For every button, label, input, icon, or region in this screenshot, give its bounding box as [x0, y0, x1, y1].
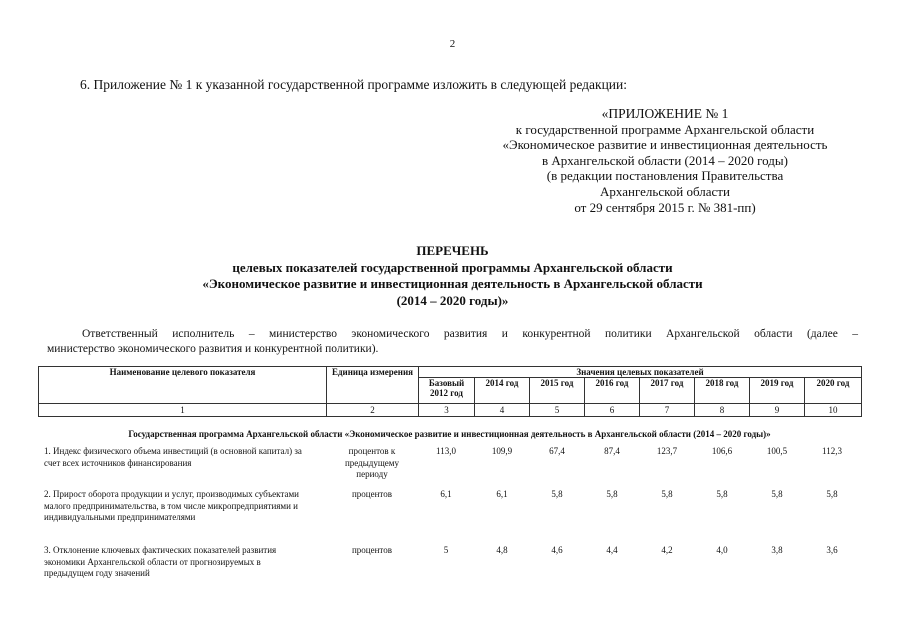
responsible-line-2: министерство экономического развития и конкурентной политики).: [47, 343, 379, 355]
col-year: 2020 год: [805, 378, 862, 404]
responsible-line-1: Ответственный исполнитель – министерство экономического развития и конкурентной политики Архангельской области (далее –: [82, 328, 858, 340]
appendix-line: в Архангельской области (2014 – 2020 годы): [542, 152, 788, 168]
title-line: целевых показателей государственной программы Архангельской области: [232, 259, 673, 275]
col-base-year: Базовый 2012 год: [419, 378, 475, 404]
appendix-line: «Экономическое развитие и инвестиционная деятельность: [502, 137, 828, 153]
indicator-unit: процентов: [351, 545, 392, 555]
indicator-value: 3,8: [771, 545, 783, 555]
indicator-value: 112,3: [822, 446, 842, 456]
col-number: 6: [585, 404, 640, 417]
col-number: 3: [419, 404, 475, 417]
appendix-line: Архангельской области: [600, 183, 730, 199]
appendix-line: (в редакции постановления Правительства: [546, 168, 784, 184]
indicator-unit: процентов: [351, 489, 392, 499]
indicator-value: 106,6: [711, 446, 733, 456]
indicator-value: 6,1: [440, 489, 452, 499]
col-number: 8: [695, 404, 750, 417]
indicator-value: 4,0: [716, 545, 728, 555]
appendix-line: «ПРИЛОЖЕНИЕ № 1: [601, 106, 729, 121]
title-line: ПЕРЕЧЕНЬ: [416, 243, 489, 258]
indicator-value: 5,8: [826, 489, 838, 499]
indicator-value: 4,8: [496, 545, 508, 555]
col-number: 4: [475, 404, 530, 417]
indicator-value: 3,6: [826, 545, 838, 555]
indicator-unit: процентов к предыдущему периоду: [344, 446, 400, 479]
indicator-value: 6,1: [496, 489, 508, 499]
indicator-name: 2. Прирост оборота продукции и услуг, производимых субъектами малого предпринимательства, в том числе микропредприятиями и индивидуальными предпринимателями: [44, 489, 299, 522]
appendix-line: к государственной программе Архангельской области: [515, 121, 815, 137]
appendix-line: от 29 сентября 2015 г. № 381-пп): [574, 199, 756, 215]
col-year: 2019 год: [750, 378, 805, 404]
indicator-value: 4,4: [606, 545, 618, 555]
title-line: (2014 – 2020 годы)»: [396, 292, 509, 308]
indicator-value: 100,5: [766, 446, 788, 456]
document-title: [0, 243, 905, 309]
col-name-header: Наименование целевого показателя: [39, 367, 327, 404]
indicator-value: 67,4: [549, 446, 565, 456]
indicator-value: 5: [443, 545, 449, 555]
col-year: 2014 год: [475, 378, 530, 404]
col-number: 2: [327, 404, 419, 417]
indicator-value: 109,9: [491, 446, 513, 456]
col-number: 1: [39, 404, 327, 417]
indicator-value: 4,6: [551, 545, 563, 555]
col-unit-header: Единица измерения: [327, 367, 419, 404]
indicator-value: 5,8: [551, 489, 563, 499]
col-number: 5: [530, 404, 585, 417]
page-number: 2: [449, 38, 456, 50]
item-6-text: 6. Приложение № 1 к указанной государственной программе изложить в следующей редакции:: [80, 77, 627, 92]
appendix-header: [470, 106, 860, 215]
col-year: 2018 год: [695, 378, 750, 404]
indicator-value: 5,8: [716, 489, 728, 499]
indicator-value: 87,4: [604, 446, 620, 456]
program-heading: Государственная программа Архангельской области «Экономическое развитие и инвестиционная деятельность в Архангельской области (2014 – 2020 годы)»: [128, 429, 771, 439]
indicators-table-header: [38, 366, 862, 417]
col-number: 10: [805, 404, 862, 417]
indicator-value: 113,0: [436, 446, 456, 456]
title-line: «Экономическое развитие и инвестиционная деятельность в Архангельской области: [202, 276, 703, 291]
col-number: 7: [640, 404, 695, 417]
indicator-name: 1. Индекс физического объема инвестиций (в основной капитал) за счет всех источников финансирования: [44, 446, 302, 468]
indicator-name: 3. Отклонение ключевых фактических показателей развития экономики Архангельской области от прогнозируемых в предыдущем году значений: [44, 545, 277, 578]
indicator-value: 5,8: [661, 489, 673, 499]
col-year: 2015 год: [530, 378, 585, 404]
col-year: 2017 год: [640, 378, 695, 404]
indicator-value: 4,2: [661, 545, 673, 555]
col-number: 9: [750, 404, 805, 417]
col-year: 2016 год: [585, 378, 640, 404]
indicator-value: 123,7: [656, 446, 678, 456]
indicator-value: 5,8: [606, 489, 618, 499]
indicator-value: 5,8: [771, 489, 783, 499]
responsible-executor: [47, 327, 858, 357]
col-values-header: Значения целевых показателей: [419, 367, 862, 378]
